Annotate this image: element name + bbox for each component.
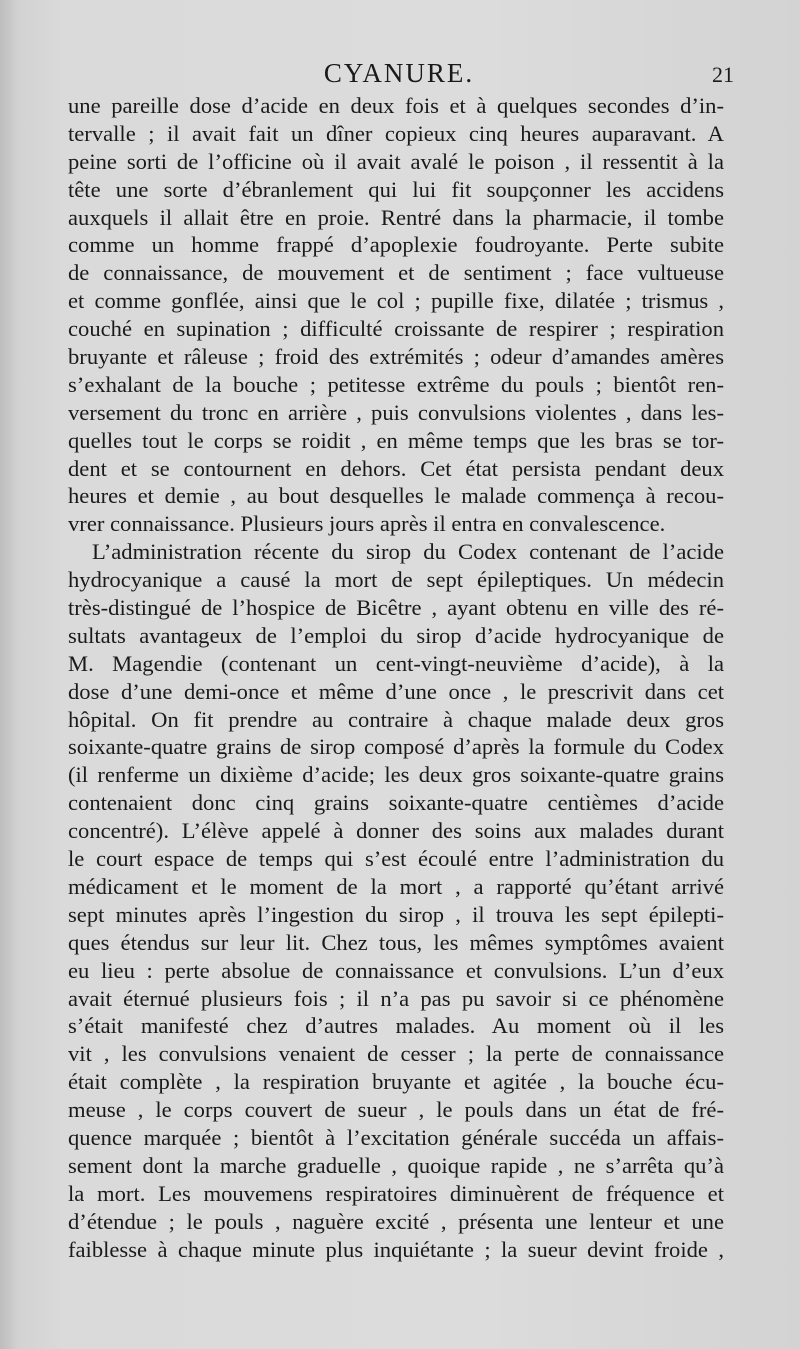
text-line: comme un homme frappé d’apoplexie foudroyante. Perte subite (68, 232, 724, 258)
text-line: s’était manifesté chez d’autres malades. Au moment où il les (68, 1013, 724, 1039)
text-line: versement du tronc en arrière , puis convulsions violentes , dans les- (68, 399, 724, 425)
text-line: d’étendue ; le pouls , naguère excité , présenta une lenteur et une (68, 1208, 724, 1234)
text-line: heures et demie , au bout desquelles le malade commença à recou- (68, 483, 724, 509)
text-line: très-distingué de l’hospice de Bicêtre , ayant obtenu en ville des ré- (68, 595, 724, 621)
text-line: ques étendus sur leur lit. Chez tous, les mêmes symptômes avaient (68, 929, 724, 955)
text-line: concentré). L’élève appelé à donner des soins aux malades durant (68, 818, 724, 844)
paragraph-first-line: L’administration récente du sirop du Codex contenant de l’acide (92, 539, 724, 565)
text-line: couché en supination ; difficulté croissante de respirer ; respiration (68, 316, 724, 342)
text-line: bruyante et râleuse ; froid des extrémités ; odeur d’amandes amères (68, 344, 724, 370)
body-text (68, 92, 724, 1263)
text-line: (il renferme un dixième d’acide; les deux gros soixante-quatre grains (68, 762, 724, 788)
text-line: hydrocyanique a causé la mort de sept épileptiques. Un médecin (68, 567, 724, 593)
page-header (68, 52, 734, 92)
text-line: avait éternué plusieurs fois ; il n’a pas pu savoir si ce phénomène (68, 985, 724, 1011)
text-line: quelles tout le corps se roidit , en même temps que les bras se tor- (68, 427, 724, 453)
text-line: sultats avantageux de l’emploi du sirop d’acide hydrocyanique de (68, 622, 724, 648)
text-line: faiblesse à chaque minute plus inquiétante ; la sueur devint froide , (68, 1236, 724, 1262)
text-line: meuse , le corps couvert de sueur , le pouls dans un état de fré- (68, 1097, 724, 1123)
text-line: était complète , la respiration bruyante et agitée , la bouche écu- (68, 1069, 724, 1095)
text-line: la mort. Les mouvemens respiratoires diminuèrent de fréquence et (68, 1180, 724, 1206)
text-line: vit , les convulsions venaient de cesser ; la perte de connaissance (68, 1041, 724, 1067)
text-line: une pareille dose d’acide en deux fois et à quelques secondes d’in- (68, 93, 724, 118)
text-line: tervalle ; il avait fait un dîner copieux cinq heures auparavant. A (68, 120, 724, 146)
text-line: tête une sorte d’ébranlement qui lui fit soupçonner les accidens (68, 176, 724, 202)
text-line: de connaissance, de mouvement et de sentiment ; face vultueuse (68, 260, 724, 286)
text-line: soixante-quatre grains de sirop composé d’après la formule du Codex (68, 734, 724, 760)
text-line: hôpital. On fit prendre au contraire à chaque malade deux gros (68, 706, 724, 732)
text-line: sept minutes après l’ingestion du sirop , il trouva les sept épilepti- (68, 901, 724, 927)
text-line: auxquels il allait être en proie. Rentré dans la pharmacie, il tombe (68, 204, 724, 230)
text-line: eu lieu : perte absolue de connaissance et convulsions. L’un d’eux (68, 957, 724, 983)
text-line: dent et se contournent en dehors. Cet état persista pendant deux (68, 455, 724, 481)
text-line: médicament et le moment de la mort , a rapporté qu’étant arrivé (68, 873, 724, 899)
text-line: s’exhalant de la bouche ; petitesse extrême du pouls ; bientôt ren- (68, 371, 724, 397)
text-line: contenaient donc cinq grains soixante-quatre centièmes d’acide (68, 790, 724, 816)
text-line: quence marquée ; bientôt à l’excitation générale succéda un affais- (68, 1124, 724, 1150)
text-line: et comme gonflée, ainsi que le col ; pupille fixe, dilatée ; trismus , (68, 288, 724, 314)
running-title: CYANURE. (323, 58, 475, 88)
page-number: 21 (712, 62, 734, 87)
text-line: dose d’une demi-once et même d’une once , le prescrivit dans cet (68, 678, 724, 704)
paragraph-last-line: vrer connaissance. Plusieurs jours après il entra en convalescence. (68, 511, 666, 537)
text-line: peine sorti de l’officine où il avait avalé le poison , il ressentit à la (68, 148, 724, 174)
text-line: M. Magendie (contenant un cent-vingt-neuvième d’acide), à la (68, 650, 724, 676)
text-line: sement dont la marche graduelle , quoique rapide , ne s’arrêta qu’à (68, 1152, 724, 1178)
text-line: le court espace de temps qui s’est écoulé entre l’administration du (68, 846, 724, 872)
